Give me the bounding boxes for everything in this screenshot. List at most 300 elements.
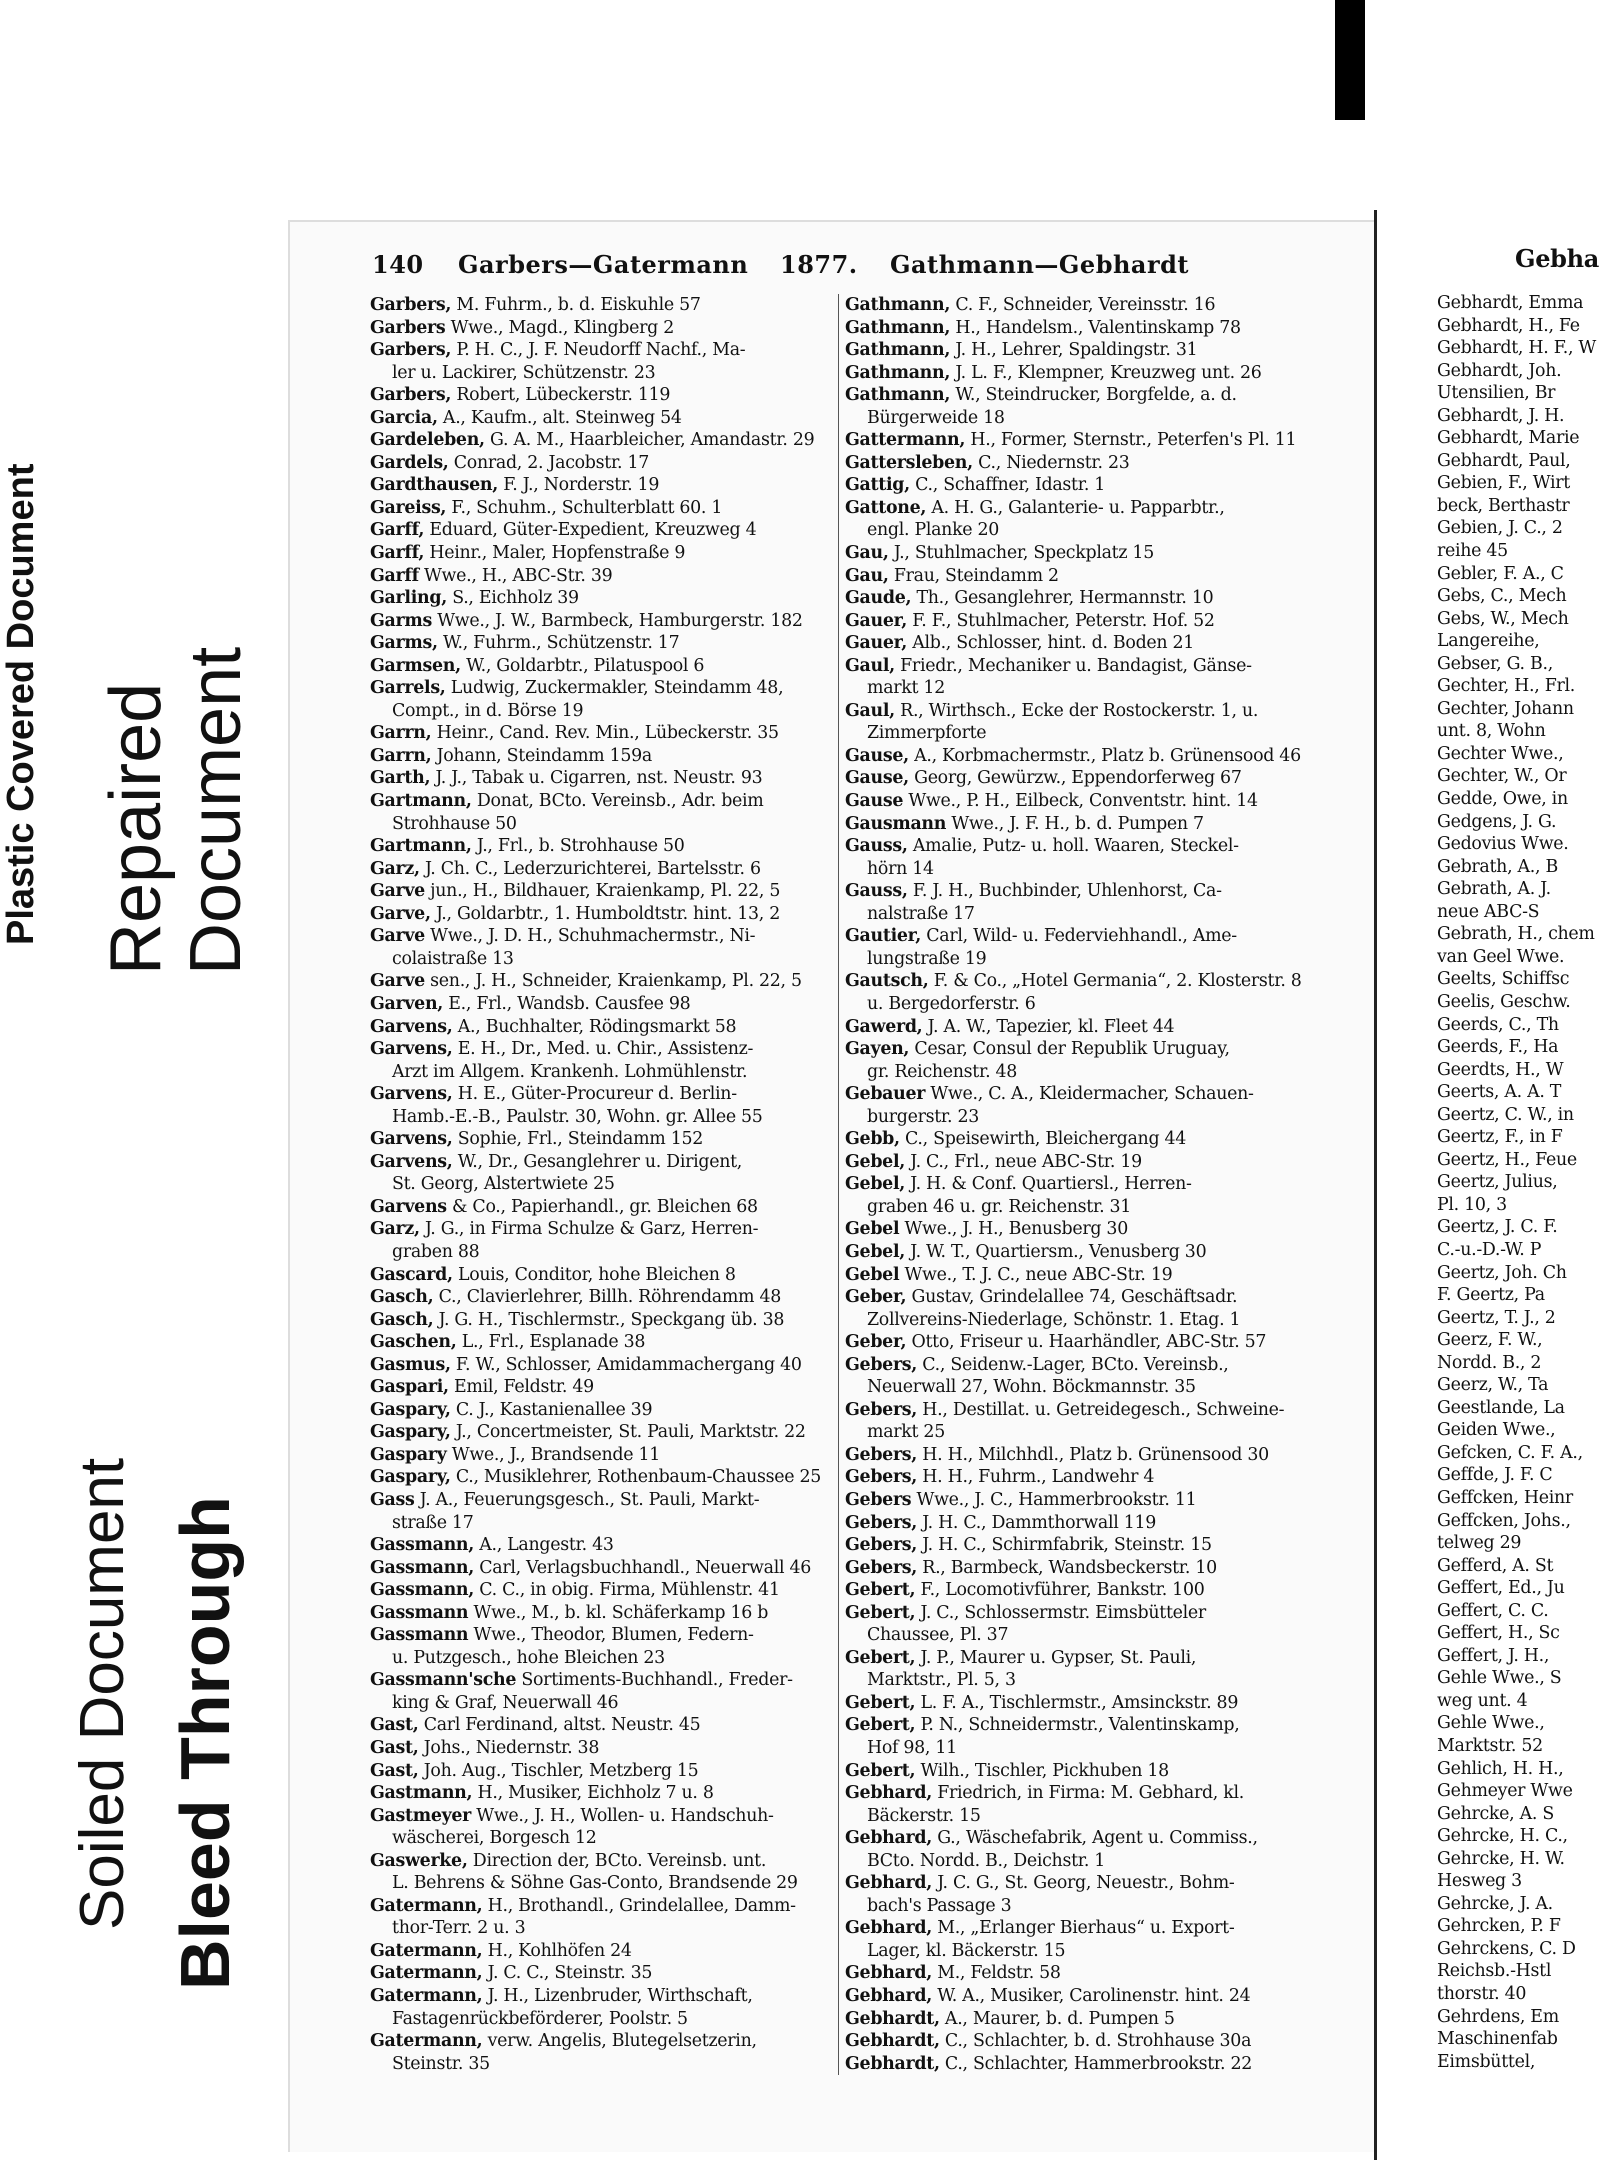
entry-text: J. Ch. C., Lederzurichterei, Bartelsstr. 6 (419, 858, 761, 879)
entry-text: W., Steindrucker, Borgfelde, a. d. (950, 385, 1237, 406)
entry-name: Garff, (370, 520, 425, 541)
entry-name: Gause, (845, 768, 909, 789)
entry-name: Gebel (845, 1264, 900, 1285)
head-range-right: Gathmann—Gebhardt (890, 250, 1189, 279)
directory-entry (845, 1376, 1302, 1399)
entry-text: Wwe., J., Brandsende 11 (446, 1444, 660, 1465)
entry-text: W., Goldarbtr., Pilatuspool 6 (460, 655, 705, 676)
directory-entry (370, 1264, 835, 1287)
directory-entry (370, 565, 835, 588)
entry-name: Gebert, (845, 1602, 916, 1623)
directory-entry: Gebs, W., Mech (1437, 608, 1569, 629)
entry-name: Gattermann, (845, 430, 966, 451)
entry-text: J., Frl., b. Strohhause 50 (471, 836, 685, 857)
label-bleed-through: Bleed Through (166, 1496, 244, 1990)
entry-name: Gastmeyer (370, 1805, 472, 1826)
directory-entry (845, 655, 1302, 678)
entry-name: Gauer, (845, 610, 907, 631)
entry-text: R., Wirthsch., Ecke der Rostockerstr. 1, u. (894, 700, 1259, 721)
entry-name: Gatermann, (370, 1963, 483, 1984)
directory-entry: Gebhardt, Marie (1437, 428, 1580, 449)
entry-text: F. J., Norderstr. 19 (498, 475, 660, 496)
entry-text: markt 12 (867, 678, 945, 699)
entry-text: Sophie, Frl., Steindamm 152 (452, 1129, 703, 1150)
directory-entry: Geertz, Julius, (1437, 1172, 1558, 1193)
entry-name: Gebert, (845, 1580, 916, 1601)
entry-name: Gauer, (845, 633, 907, 654)
entry-text: graben 88 (392, 1241, 480, 1262)
entry-name: Gareiss, (370, 497, 447, 518)
directory-entry (370, 1557, 835, 1580)
directory-entry (845, 1557, 1302, 1580)
entry-name: Gebers, (845, 1535, 918, 1556)
directory-entry: Geelis, Geschw. (1437, 991, 1571, 1012)
directory-entry (845, 767, 1302, 790)
entry-name: Gast, (370, 1715, 419, 1736)
directory-entry (845, 1872, 1302, 1895)
directory-entry (845, 519, 1302, 542)
entry-text: E. H., Dr., Med. u. Chir., Assistenz- (452, 1039, 754, 1060)
entry-text: H., Destillat. u. Getreidegesch., Schweine- (917, 1399, 1285, 1420)
entry-name: Garms (370, 610, 432, 631)
directory-entry (370, 1534, 835, 1557)
entry-text: J. L. F., Klempner, Kreuzweg unt. 26 (950, 362, 1262, 383)
directory-entry (845, 632, 1302, 655)
directory-entry: weg unt. 4 (1437, 1690, 1528, 1711)
directory-entry (370, 1714, 835, 1737)
entry-text: St. Georg, Alstertwiete 25 (392, 1174, 615, 1195)
entry-text: Wilh., Tischler, Pickhuben 18 (915, 1760, 1169, 1781)
directory-entry (845, 1940, 1302, 1963)
directory-entry: Gehlich, H. H., (1437, 1758, 1564, 1779)
entry-text: BCto. Nordd. B., Deichstr. 1 (867, 1850, 1106, 1871)
directory-entry (845, 813, 1302, 836)
label-document: Document (176, 646, 256, 975)
entry-name: Gau, (845, 543, 889, 564)
entry-text: hörn 14 (867, 858, 934, 879)
entry-name: Gartmann, (370, 836, 472, 857)
entry-name: Gebers, (845, 1557, 918, 1578)
entry-text: C., Schlachter, b. d. Strohhause 30a (939, 2031, 1252, 2052)
directory-entry (370, 1985, 835, 2008)
directory-entry (845, 1399, 1302, 1422)
entry-name: Gasch, (370, 1309, 434, 1330)
directory-entry (845, 1331, 1302, 1354)
entry-text: P. H. C., J. F. Neudorff Nachf., Ma- (451, 340, 746, 361)
entry-name: Garvens (370, 1196, 447, 1217)
column-next-page (1437, 292, 1600, 2073)
directory-entry: Gedgens, J. G. (1437, 811, 1557, 832)
entry-name: Gauss, (845, 881, 908, 902)
entry-name: Gassmann (370, 1602, 469, 1623)
directory-entry (370, 970, 835, 993)
entry-text: Strohhause 50 (392, 813, 517, 834)
entry-text: Johann, Steindamm 159a (431, 745, 652, 766)
directory-entry (845, 1737, 1302, 1760)
entry-text: C., Speisewirth, Bleichergang 44 (899, 1129, 1187, 1150)
entry-text: Wwe., J. H., Benusberg 30 (899, 1219, 1128, 1240)
entry-name: Gebel (845, 1219, 900, 1240)
entry-name: Gebhardt, (845, 2031, 940, 2052)
directory-entry (370, 610, 835, 633)
entry-name: Gebb, (845, 1129, 900, 1150)
directory-entry: Geertz, C. W., in (1437, 1104, 1574, 1125)
directory-entry: Hesweg 3 (1437, 1871, 1522, 1892)
entry-name: Garbers (370, 317, 446, 338)
directory-entry (845, 677, 1302, 700)
directory-entry (370, 1962, 835, 1985)
entry-text: G., Wäschefabrik, Agent u. Commiss., (931, 1828, 1258, 1849)
entry-name: Gassmann, (370, 1535, 475, 1556)
entry-name: Gassmann, (370, 1580, 475, 1601)
entry-text: Th., Gesanglehrer, Hermannstr. 10 (911, 588, 1214, 609)
entry-name: Gaspary, (370, 1422, 451, 1443)
directory-entry: Gehrcken, P. F (1437, 1916, 1561, 1937)
entry-name: Garmsen, (370, 655, 461, 676)
entry-text: sen., J. H., Schneider, Kraienkamp, Pl. 22, 5 (424, 971, 802, 992)
entry-text: verw. Angelis, Blutegelsetzerin, (482, 2031, 757, 2052)
directory-entry (845, 1534, 1302, 1557)
entry-text: H., Brothandl., Grindelallee, Damm- (482, 1895, 796, 1916)
directory-entry: Gebrath, A., B (1437, 856, 1558, 877)
directory-entry (370, 700, 835, 723)
directory-entry (845, 407, 1302, 430)
directory-entry (845, 339, 1302, 362)
entry-name: Garvens, (370, 1016, 453, 1037)
directory-entry (370, 925, 835, 948)
directory-entry (845, 1218, 1302, 1241)
directory-entry (370, 1760, 835, 1783)
directory-entry (370, 1489, 835, 1512)
entry-name: Gebers, (845, 1512, 918, 1533)
entry-text: J. A. W., Tapezier, kl. Fleet 44 (922, 1016, 1175, 1037)
directory-entry (370, 1692, 835, 1715)
directory-entry: Gehrcke, H. W. (1437, 1848, 1565, 1869)
directory-entry (845, 1106, 1302, 1129)
directory-entry (845, 384, 1302, 407)
entry-text: Wwe., P. H., Eilbeck, Conventstr. hint. 14 (903, 791, 1258, 812)
directory-entry (370, 1173, 835, 1196)
directory-entry: Gebien, F., Wirt (1437, 473, 1570, 494)
directory-entry (370, 294, 835, 317)
entry-name: Gautsch, (845, 971, 929, 992)
entry-name: Garvens, (370, 1151, 453, 1172)
entry-text: Marktstr., Pl. 5, 3 (867, 1670, 1016, 1691)
directory-entry (845, 610, 1302, 633)
next-page-fragment (1377, 220, 1600, 2150)
directory-entry (370, 745, 835, 768)
entry-text: Bäckerstr. 15 (867, 1805, 981, 1826)
directory-entry (370, 1218, 835, 1241)
directory-entry (370, 1624, 835, 1647)
directory-entry: Gehrckens, C. D (1437, 1938, 1576, 1959)
directory-entry: Gechter, W., Or (1437, 766, 1567, 787)
directory-entry (370, 339, 835, 362)
directory-entry (845, 2030, 1302, 2053)
directory-page (288, 220, 1376, 2152)
entry-text: J. H., Lehrer, Spaldingstr. 31 (950, 340, 1198, 361)
entry-text: Arzt im Allgem. Krankenh. Lohmühlenstr. (392, 1061, 748, 1082)
entry-text: M., Feldstr. 58 (931, 1963, 1061, 1984)
entry-name: Garrn, (370, 723, 432, 744)
entry-text: P. N., Schneidermstr., Valentinskamp, (915, 1715, 1240, 1736)
directory-entry (845, 1421, 1302, 1444)
entry-name: Gastmann, (370, 1783, 473, 1804)
entry-text: F., Schuhm., Schulterblatt 60. 1 (446, 497, 723, 518)
entry-text: J. C., Frl., neue ABC-Str. 19 (905, 1151, 1142, 1172)
entry-text: wäscherei, Borgesch 12 (392, 1828, 597, 1849)
entry-name: Gause (845, 791, 904, 812)
directory-entry (845, 1128, 1302, 1151)
directory-entry: Geerds, C., Th (1437, 1014, 1559, 1035)
entry-text: Wwe., Magd., Klingberg 2 (445, 317, 674, 338)
entry-name: Gatermann, (370, 1940, 483, 1961)
directory-entry (370, 1196, 835, 1219)
entry-name: Gardeleben, (370, 430, 485, 451)
directory-entry (370, 790, 835, 813)
directory-entry: Gebhardt, Joh. (1437, 360, 1562, 381)
directory-entry (845, 1196, 1302, 1219)
entry-name: Garms, (370, 633, 438, 654)
entry-name: Garbers, (370, 385, 452, 406)
directory-entry: Gehle Wwe., (1437, 1713, 1545, 1734)
entry-name: Gebel, (845, 1174, 906, 1195)
entry-text: J. C. C., Steinstr. 35 (482, 1963, 653, 1984)
entry-name: Gassmann (370, 1625, 469, 1646)
entry-text: A. H. G., Galanterie- u. Papparbtr., (926, 497, 1225, 518)
label-repaired: Repaired (96, 682, 176, 975)
directory-entry (845, 1286, 1302, 1309)
binding-strip (1335, 0, 1365, 120)
entry-text: Lager, kl. Bäckerstr. 15 (867, 1940, 1066, 1961)
directory-entry (370, 1602, 835, 1625)
entry-text: F. J. H., Buchbinder, Uhlenhorst, Ca- (907, 881, 1222, 902)
entry-name: Garve (370, 971, 425, 992)
directory-entry: neue ABC-S (1437, 901, 1540, 922)
entry-text: Carl Ferdinand, altst. Neustr. 45 (418, 1715, 701, 1736)
entry-name: Garth, (370, 768, 431, 789)
entry-text: jun., H., Bildhauer, Kraienkamp, Pl. 22, 5 (424, 881, 781, 902)
directory-entry (370, 1805, 835, 1828)
entry-text: A., Buchhalter, Rödingsmarkt 58 (452, 1016, 737, 1037)
directory-entry (370, 362, 835, 385)
directory-entry: Gechter, H., Frl. (1437, 676, 1575, 697)
entry-text: u. Bergedorferstr. 6 (867, 993, 1036, 1014)
entry-text: Johs., Niedernstr. 38 (418, 1738, 600, 1758)
directory-entry: Gebhardt, Paul, (1437, 450, 1571, 471)
entry-text: Wwe., C. A., Kleidermacher, Schauen- (925, 1084, 1254, 1105)
directory-entry (370, 632, 835, 655)
entry-text: A., Kaufm., alt. Steinweg 54 (437, 407, 682, 428)
directory-entry: Geerdts, H., W (1437, 1059, 1564, 1080)
entry-text: J. H. C., Dammthorwall 119 (917, 1512, 1157, 1533)
entry-text: Gustav, Grindelallee 74, Geschäftsadr. (906, 1287, 1238, 1308)
entry-name: Gebert, (845, 1647, 916, 1668)
directory-entry (845, 1624, 1302, 1647)
directory-entry (845, 362, 1302, 385)
directory-entry: Geertz, Joh. Ch (1437, 1262, 1567, 1283)
directory-entry (370, 542, 835, 565)
entry-name: Gausmann (845, 813, 947, 834)
directory-entry: Geerts, A. A. T (1437, 1082, 1562, 1103)
entry-text: J. H. C., Schirmfabrik, Steinstr. 15 (917, 1535, 1212, 1556)
directory-entry: Geiden Wwe., (1437, 1420, 1556, 1441)
directory-entry (370, 1737, 835, 1760)
directory-entry: Gedde, Owe, in (1437, 789, 1568, 810)
entry-text: J. C., Schlossermstr. Eimsbütteler (915, 1602, 1206, 1623)
directory-entry: Gechter Wwe., (1437, 743, 1564, 764)
entry-name: Gaul, (845, 700, 895, 721)
directory-entry (370, 1399, 835, 1422)
directory-entry: Gefferd, A. St (1437, 1555, 1554, 1576)
entry-name: Garve (370, 881, 425, 902)
column-right (838, 294, 1302, 2075)
entry-name: Gebauer (845, 1084, 926, 1105)
entry-text: M. Fuhrm., b. d. Eiskuhle 57 (451, 295, 701, 315)
entry-name: Gassmann'sche (370, 1670, 517, 1691)
entry-text: Zimmerpforte (867, 723, 987, 744)
entry-text: nalstraße 17 (867, 903, 975, 924)
directory-entry (370, 1827, 835, 1850)
directory-entry (845, 1602, 1302, 1625)
entry-text: markt 25 (867, 1422, 945, 1443)
entry-text: Ludwig, Zuckermakler, Steindamm 48, (445, 678, 784, 699)
directory-entry (845, 1827, 1302, 1850)
directory-entry (845, 858, 1302, 881)
entry-name: Gass (370, 1489, 415, 1510)
directory-entry (845, 745, 1302, 768)
directory-entry (845, 1782, 1302, 1805)
entry-text: F. W., Schlosser, Amidammachergang 40 (450, 1354, 802, 1375)
directory-entry (370, 1850, 835, 1873)
directory-entry (370, 993, 835, 1016)
directory-entry (370, 1466, 835, 1489)
directory-entry (370, 384, 835, 407)
entry-text: Alb., Schlosser, hint. d. Boden 21 (906, 633, 1195, 654)
entry-name: Garbers, (370, 295, 452, 315)
directory-entry: Geertz, H., Feue (1437, 1149, 1577, 1170)
entry-name: Gasmus, (370, 1354, 451, 1375)
directory-entry: Gebs, C., Mech (1437, 586, 1567, 607)
directory-entry (370, 722, 835, 745)
entry-name: Gayen, (845, 1039, 910, 1060)
entry-text: R., Barmbeck, Wandsbeckerstr. 10 (917, 1557, 1217, 1578)
directory-entry: unt. 8, Wohn (1437, 721, 1546, 742)
entry-text: S., Eichholz 39 (446, 588, 579, 609)
directory-entry (845, 587, 1302, 610)
directory-entry (370, 407, 835, 430)
entry-text: A., Langestr. 43 (474, 1535, 614, 1556)
entry-text: Louis, Conditor, hohe Bleichen 8 (452, 1264, 736, 1285)
directory-entry (845, 993, 1302, 1016)
entry-text: E., Frl., Wandsb. Causfee 98 (443, 993, 691, 1014)
directory-entry (845, 1241, 1302, 1264)
directory-entry: Gehmeyer Wwe (1437, 1781, 1573, 1802)
entry-text: Otto, Friseur u. Haarhändler, ABC-Str. 57 (906, 1332, 1267, 1353)
directory-entry: Gehrcke, A. S (1437, 1803, 1554, 1824)
directory-entry (370, 1241, 835, 1264)
entry-name: Gaschen, (370, 1332, 457, 1353)
directory-entry: Gehrcke, H. C., (1437, 1826, 1568, 1847)
entry-text: thor-Terr. 2 u. 3 (392, 1918, 526, 1939)
directory-entry (845, 1354, 1302, 1377)
directory-entry (845, 948, 1302, 971)
entry-text: H., Kohlhöfen 24 (482, 1940, 632, 1961)
entry-name: Garz, (370, 1219, 420, 1240)
entry-text: Carl, Wild- u. Federviehhandl., Ame- (921, 926, 1237, 947)
entry-name: Gaude, (845, 588, 912, 609)
directory-entry (370, 2053, 835, 2076)
directory-entry (845, 1489, 1302, 1512)
entry-name: Gathmann, (845, 317, 951, 338)
entry-text: Wwe., M., b. kl. Schäferkamp 16 b (468, 1602, 769, 1623)
entry-text: Wwe., J. D. H., Schuhmachermstr., Ni- (424, 926, 756, 947)
entry-text: J. G., in Firma Schulze & Garz, Herren- (419, 1219, 759, 1240)
directory-entry (845, 565, 1302, 588)
directory-entry (370, 317, 835, 340)
directory-entry (845, 1669, 1302, 1692)
directory-entry (370, 1331, 835, 1354)
directory-entry (845, 474, 1302, 497)
directory-entry (845, 790, 1302, 813)
directory-entry (370, 1940, 835, 1963)
directory-entry (370, 1061, 835, 1084)
entry-text: C. C., in obig. Firma, Mühlenstr. 41 (474, 1580, 780, 1601)
directory-entry (370, 452, 835, 475)
entry-text: Hof 98, 11 (867, 1738, 957, 1758)
directory-entry: Geffert, C. C. (1437, 1600, 1549, 1621)
entry-text: Conrad, 2. Jacobstr. 17 (448, 452, 650, 473)
directory-entry: Langereihe, (1437, 631, 1540, 652)
entry-name: Gartmann, (370, 791, 472, 812)
directory-entry (845, 317, 1302, 340)
entry-text: J. W. T., Quartiersm., Venusberg 30 (905, 1241, 1207, 1262)
entry-text: A., Maurer, b. d. Pumpen 5 (939, 2008, 1175, 2029)
directory-entry: Eimsbüttel, (1437, 2051, 1536, 2072)
directory-entry (845, 2053, 1302, 2076)
entry-text: L. F. A., Tischlermstr., Amsinckstr. 89 (915, 1692, 1239, 1713)
directory-entry (370, 1872, 835, 1895)
entry-name: Gebers (845, 1489, 912, 1510)
entry-name: Gaswerke, (370, 1850, 468, 1871)
entry-text: Wwe., J. C., Hammerbrookstr. 11 (911, 1489, 1197, 1510)
directory-entry: Geffert, J. H., (1437, 1645, 1550, 1666)
directory-entry (370, 1782, 835, 1805)
entry-name: Gebhardt, (845, 2008, 940, 2029)
directory-entry: Gehrcke, J. A. (1437, 1893, 1553, 1914)
directory-entry (845, 1038, 1302, 1061)
head-year: 1877. (780, 250, 858, 279)
directory-entry: Gebhardt, H., Fe (1437, 315, 1580, 336)
directory-entry (845, 1760, 1302, 1783)
directory-entry: Geffert, H., Sc (1437, 1623, 1560, 1644)
entry-text: Joh. Aug., Tischler, Metzberg 15 (418, 1760, 699, 1781)
entry-name: Gaspary, (370, 1467, 451, 1488)
entry-name: Gebers, (845, 1444, 918, 1465)
directory-entry (845, 1895, 1302, 1918)
directory-entry: thorstr. 40 (1437, 1984, 1527, 2005)
directory-entry (845, 970, 1302, 993)
entry-text: Wwe., T. J. C., neue ABC-Str. 19 (899, 1264, 1173, 1285)
entry-text: C. F., Schneider, Vereinsstr. 16 (950, 295, 1216, 315)
entry-text: C., Seidenw.-Lager, BCto. Vereinsb., (917, 1354, 1229, 1375)
entry-name: Gebel, (845, 1241, 906, 1262)
entry-name: Garz, (370, 858, 420, 879)
directory-entry (845, 1016, 1302, 1039)
entry-text: Eduard, Güter-Expedient, Kreuzweg 4 (424, 520, 757, 541)
entry-name: Geber, (845, 1287, 907, 1308)
entry-text: colaistraße 13 (392, 948, 514, 969)
